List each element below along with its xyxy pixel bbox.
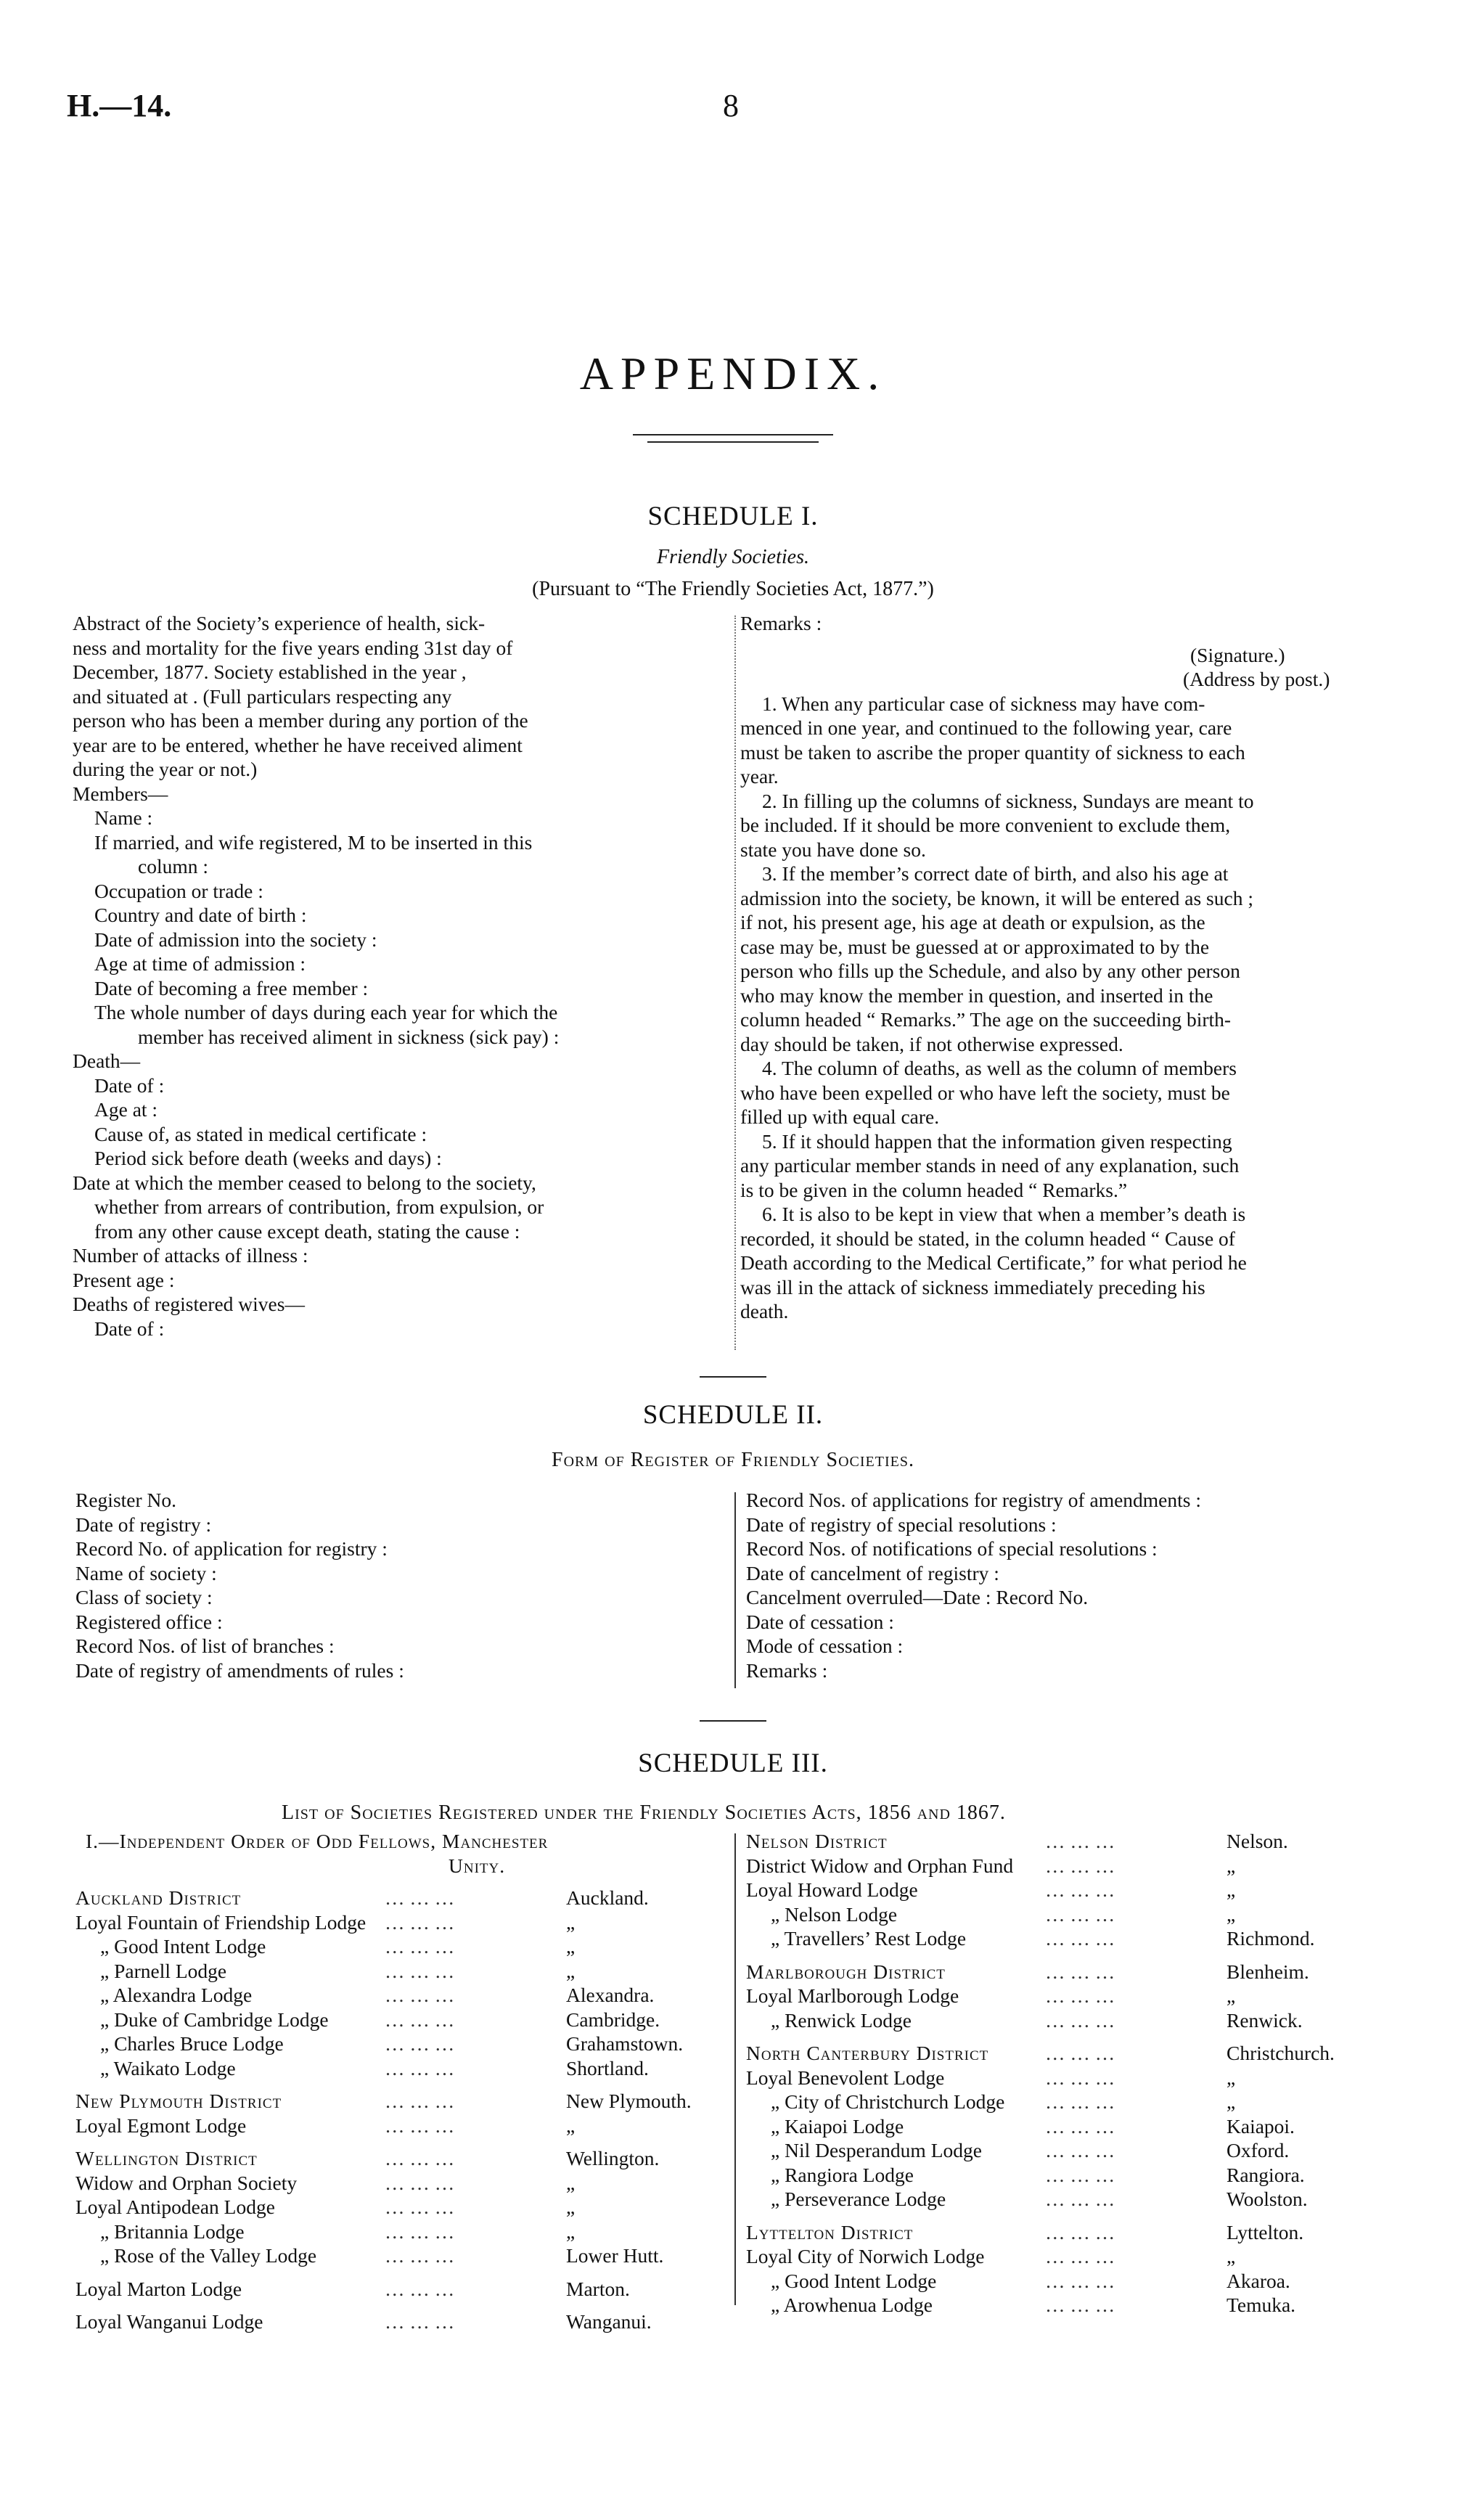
society-place: „ [1227, 1984, 1236, 2007]
leader-dots: … … … [385, 2090, 455, 2112]
list-gap [75, 2268, 714, 2277]
society-row [746, 1902, 1399, 1927]
leader-dots: … … … [1045, 1854, 1115, 1877]
society-row [746, 2269, 1399, 2294]
schedule-1-field: Present age : [73, 1268, 175, 1291]
society-row [75, 1910, 714, 1935]
schedule-2-divider [734, 1492, 736, 1688]
schedule-3-heading: SCHEDULE III. [638, 1748, 828, 1778]
society-place: Blenheim. [1227, 1960, 1309, 1983]
society-name: Widow and Orphan Society [75, 2171, 298, 2194]
leader-dots: … … … [385, 2147, 455, 2169]
society-place: Akaroa. [1227, 2269, 1290, 2292]
list-gap [75, 2080, 714, 2089]
abstract-line: during the year or not.) [73, 758, 258, 780]
abstract-line: Abstract of the Society’s experience of health, sick- [73, 612, 486, 634]
society-place: Renwick. [1227, 2008, 1303, 2032]
society-row [75, 2146, 714, 2171]
schedule-1-note-line: state you have done so. [740, 838, 926, 861]
register-field: Record Nos. of applications for registry of amendments : [746, 1489, 1201, 1511]
schedule-1-note-line: 2. In filling up the columns of sickness, Sundays are meant to [762, 789, 1254, 812]
society-name: Loyal Fountain of Friendship Lodge [75, 1910, 366, 1934]
society-place: Wanganui. [566, 2310, 652, 2333]
society-name: „ Rangiora Lodge [771, 2163, 914, 2186]
society-row [746, 2008, 1399, 2033]
leader-dots: … … … [1045, 2188, 1115, 2210]
register-field: Date of registry of amendments of rules : [75, 1658, 404, 1682]
leader-dots: … … … [385, 1910, 455, 1934]
society-place: „ [1227, 1854, 1236, 1877]
society-place: Lyttelton. [1227, 2220, 1304, 2243]
society-name: „ Kaiapoi Lodge [771, 2114, 904, 2138]
schedule-1-field: column : [138, 855, 209, 878]
appendix-title: APPENDIX. [579, 348, 887, 399]
schedule-1-end-rule [700, 1376, 766, 1378]
society-place: Rangiora. [1227, 2163, 1305, 2186]
schedule-1-note-line: Death according to the Medical Certificate,” for what period he [740, 1251, 1247, 1274]
schedule-1-field: Age at time of admission : [94, 952, 306, 975]
schedule-1-field: Date of admission into the society : [94, 928, 377, 951]
abstract-line: person who has been a member during any portion of the [73, 709, 528, 732]
society-name: Loyal City of Norwich Lodge [746, 2245, 985, 2267]
leader-dots: … … … [1045, 2090, 1115, 2113]
society-row [746, 1878, 1399, 1902]
leader-dots: … … … [385, 2277, 455, 2300]
leader-dots: … … … [385, 2196, 455, 2218]
society-name: „ Good Intent Lodge [771, 2269, 937, 2292]
register-field: Class of society : [75, 1586, 213, 1608]
schedule-1-field: whether from arrears of contribution, from expulsion, or [94, 1195, 544, 1218]
society-name: „ Charles Bruce Lodge [100, 2032, 284, 2055]
society-place: „ [1227, 2245, 1236, 2267]
schedule-1-right-column [740, 611, 1393, 1324]
society-row [746, 2041, 1399, 2066]
society-row [75, 1886, 714, 1910]
society-row [746, 2114, 1399, 2139]
list-gap [75, 2301, 714, 2310]
page-number: 8 [723, 88, 739, 123]
schedule-1-subtitle: Friendly Societies. [657, 546, 809, 568]
leader-dots: … … … [1045, 2220, 1115, 2243]
society-place: Nelson. [1227, 1830, 1288, 1852]
society-place: Temuka. [1227, 2294, 1296, 2316]
society-place: „ [566, 1959, 576, 1982]
society-name: Loyal Antipodean Lodge [75, 2196, 275, 2218]
schedule-1-note-line: filled up with equal care. [740, 1105, 940, 1128]
leader-dots: … … … [385, 2310, 455, 2333]
society-place: „ [566, 2114, 576, 2137]
leader-dots: … … … [1045, 2008, 1115, 2032]
schedule-1-note-line: 6. It is also to be kept in view that when a member’s death is [762, 1203, 1246, 1225]
register-field: Name of society : [75, 1561, 217, 1584]
leader-dots: … … … [1045, 2294, 1115, 2316]
leader-dots: … … … [1045, 1960, 1115, 1983]
society-place: Richmond. [1227, 1927, 1315, 1950]
leader-dots: … … … [385, 2032, 455, 2055]
schedule-1-note-line: 1. When any particular case of sickness may have com- [762, 692, 1205, 715]
society-place: Auckland. [566, 1886, 649, 1909]
schedule-1-note-line: year. [740, 765, 779, 788]
society-name: „ Renwick Lodge [771, 2008, 912, 2032]
society-name: Auckland District [75, 1886, 242, 1909]
society-name: „ Nelson Lodge [771, 1902, 898, 1926]
society-place: Kaiapoi. [1227, 2114, 1295, 2138]
register-field: Remarks : [746, 1658, 828, 1682]
society-place: Oxford. [1227, 2139, 1290, 2161]
schedule-1-note-line: person who fills up the Schedule, and also by any other person [740, 960, 1240, 982]
schedule-1-note-line: any particular member stands in need of any explanation, such [740, 1154, 1240, 1177]
society-name: Loyal Marlborough Lodge [746, 1984, 959, 2007]
society-row [75, 2220, 714, 2244]
society-row [746, 2220, 1399, 2245]
schedule-1-note-line: column headed “ Remarks.” The age on the succeeding birth- [740, 1008, 1232, 1031]
society-place: Wellington. [566, 2147, 660, 2169]
document-code: H.—14. [67, 88, 172, 123]
schedule-1-note-line: must be taken to ascribe the proper quantity of sickness to each [740, 740, 1245, 764]
list-gap [746, 2212, 1399, 2220]
abstract-line: year are to be entered, whether he have received aliment [73, 733, 523, 756]
schedule-1-note-line: if not, his present age, his age at death or expulsion, as the [740, 911, 1205, 933]
schedule-1-field: Number of attacks of illness : [73, 1244, 308, 1267]
society-row [746, 2138, 1399, 2163]
society-row [75, 2195, 714, 2220]
register-field: Cancelment overruled—Date : Record No. [746, 1586, 1089, 1608]
list-gap [75, 2138, 714, 2146]
society-name: North Canterbury District [746, 2042, 989, 2064]
society-place: „ [1227, 1902, 1236, 1926]
order-heading: I.—Independent Order of Odd Fellows, Manchester [86, 1830, 549, 1852]
signature-label: (Signature.) [1190, 643, 1285, 666]
society-place: „ [566, 2220, 576, 2243]
society-row [75, 1959, 714, 1984]
leader-dots: … … … [385, 2056, 455, 2079]
leader-dots: … … … [1045, 1984, 1115, 2007]
schedule-3-left-list [75, 1886, 714, 2334]
schedule-1-field: Date of becoming a free member : [94, 976, 369, 999]
abstract-line: December, 1877. Society established in the year , [73, 660, 467, 683]
society-row [75, 2056, 714, 2081]
society-name: Loyal Howard Lodge [746, 1878, 918, 1901]
schedule-1-note-line: admission into the society, be known, it will be entered as such ; [740, 886, 1253, 909]
society-name: Loyal Egmont Lodge [75, 2114, 247, 2137]
schedule-1-field: Period sick before death (weeks and days) : [94, 1147, 442, 1169]
schedule-1-left-column [73, 611, 726, 1341]
leader-dots: … … … [1045, 2245, 1115, 2267]
society-place: „ [566, 2196, 576, 2218]
society-place: „ [566, 1935, 576, 1958]
title-rule-2 [647, 441, 819, 443]
schedule-1-note-line: recorded, it should be stated, in the column headed “ Cause of [740, 1227, 1235, 1250]
society-name: „ City of Christchurch Lodge [771, 2090, 1005, 2113]
order-heading-unity: Unity. [449, 1854, 506, 1877]
society-row [75, 2171, 714, 2196]
society-name: New Plymouth District [75, 2090, 282, 2112]
society-place: „ [1227, 1878, 1236, 1901]
abstract-line: and situated at . (Full particulars respecting any [73, 684, 452, 708]
leader-dots: … … … [1045, 2042, 1115, 2064]
leader-dots: … … … [1045, 1878, 1115, 1901]
society-row [746, 2244, 1399, 2269]
leader-dots: … … … [1045, 1830, 1115, 1852]
schedule-1-note-line: who may know the member in question, and inserted in the [740, 983, 1213, 1007]
abstract-line: ness and mortality for the five years ending 31st day of [73, 636, 513, 659]
register-field: Record No. of application for registry : [75, 1537, 388, 1560]
remarks-label: Remarks : [740, 612, 822, 634]
schedule-1-field: Country and date of birth : [94, 904, 307, 926]
schedule-1-field: Age at : [94, 1098, 158, 1121]
leader-dots: … … … [385, 2114, 455, 2137]
leader-dots: … … … [1045, 2163, 1115, 2186]
society-row [746, 1854, 1399, 1878]
society-name: District Widow and Orphan Fund [746, 1854, 1014, 1877]
schedule-1-field: from any other cause except death, stating the cause : [94, 1219, 520, 1243]
society-name: „ Travellers’ Rest Lodge [771, 1927, 967, 1950]
schedule-1-note-line: 5. If it should happen that the information given respecting [762, 1129, 1232, 1153]
schedule-3-subtitle: List of Societies Registered under the Friendly Societies Acts, 1856 and 1867. [282, 1801, 1006, 1824]
society-place: Marton. [566, 2277, 630, 2300]
leader-dots: … … … [1045, 2114, 1115, 2138]
leader-dots: … … … [1045, 2066, 1115, 2089]
schedule-1-field: Cause of, as stated in medical certificate : [94, 1122, 427, 1145]
register-field: Date of cancelment of registry : [746, 1561, 999, 1584]
list-gap [746, 1951, 1399, 1960]
register-field: Record Nos. of notifications of special resolutions : [746, 1537, 1158, 1560]
society-row [75, 2243, 714, 2268]
leader-dots: … … … [385, 2244, 455, 2267]
schedule-3-divider [734, 1833, 736, 2305]
schedule-1-field: If married, and wife registered, M to be inserted in this [94, 830, 533, 854]
society-name: „ Nil Desperandum Lodge [771, 2139, 982, 2161]
schedule-2-subtitle: Form of Register of Friendly Societies. [552, 1449, 914, 1471]
schedule-1-field: Date of : [94, 1317, 165, 1340]
schedule-2-heading: SCHEDULE II. [642, 1400, 824, 1430]
schedule-1-note-line: case may be, must be guessed at or approximated to by the [740, 935, 1210, 958]
schedule-1-heading: SCHEDULE I. [647, 502, 819, 531]
society-row [75, 2032, 714, 2056]
schedule-3-right-list [746, 1829, 1399, 2318]
leader-dots: … … … [1045, 1902, 1115, 1926]
schedule-1-note-line: be included. If it should be more convenient to exclude them, [740, 814, 1231, 836]
schedule-1-note-line: 3. If the member’s correct date of birth, and also his age at [762, 862, 1229, 885]
society-row [746, 1960, 1399, 1984]
society-name: Wellington District [75, 2147, 258, 2169]
register-field: Date of cessation : [746, 1610, 894, 1633]
schedule-1-note-line: was ill in the attack of sickness immediately preceding his [740, 1275, 1205, 1298]
society-row [746, 2187, 1399, 2212]
society-place: „ [566, 1910, 576, 1934]
society-name: „ Britannia Lodge [100, 2220, 245, 2243]
schedule-1-field: member has received aliment in sickness (sick pay) : [138, 1025, 560, 1048]
register-field: Register No. [75, 1489, 177, 1511]
schedule-1-field: Deaths of registered wives— [73, 1293, 305, 1315]
society-row [75, 2008, 714, 2032]
society-name: Nelson District [746, 1830, 888, 1852]
schedule-1-note-line: is to be given in the column headed “ Remarks.” [740, 1178, 1128, 1201]
schedule-1-field: The whole number of days during each year for which the [94, 1001, 558, 1023]
leader-dots: … … … [385, 1959, 455, 1982]
schedule-1-field: Name : [94, 806, 153, 829]
society-row [746, 2163, 1399, 2188]
society-row [746, 1829, 1399, 1854]
society-row [75, 2277, 714, 2302]
society-name: Loyal Marton Lodge [75, 2277, 242, 2300]
schedule-1-field: Occupation or trade : [94, 879, 263, 902]
schedule-1-field: Date of : [94, 1073, 165, 1097]
society-place: „ [566, 2171, 576, 2194]
society-row [746, 2293, 1399, 2318]
leader-dots: … … … [385, 1984, 455, 2006]
society-name: „ Parnell Lodge [100, 1959, 227, 1982]
society-name: Loyal Wanganui Lodge [75, 2310, 263, 2333]
society-name: „ Rose of the Valley Lodge [100, 2244, 317, 2267]
register-field: Date of registry : [75, 1513, 212, 1536]
society-place: Lower Hutt. [566, 2244, 664, 2267]
society-place: Woolston. [1227, 2188, 1308, 2210]
society-name: „ Good Intent Lodge [100, 1935, 266, 1958]
register-field: Date of registry of special resolutions : [746, 1513, 1057, 1536]
society-place: „ [1227, 2066, 1236, 2089]
society-row [75, 1983, 714, 2008]
society-name: „ Duke of Cambridge Lodge [100, 2008, 329, 2031]
register-field: Record Nos. of list of branches : [75, 1635, 335, 1657]
leader-dots: … … … [385, 1886, 455, 1909]
society-place: „ [1227, 2090, 1236, 2113]
society-place: Christchurch. [1227, 2042, 1335, 2064]
leader-dots: … … … [385, 2220, 455, 2243]
schedule-2-right-column [746, 1488, 1399, 1682]
society-name: Marlborough District [746, 1960, 946, 1983]
society-row [746, 1926, 1399, 1951]
society-row [746, 2090, 1399, 2114]
society-place: Shortland. [566, 2056, 649, 2079]
society-name: „ Perseverance Lodge [771, 2188, 946, 2210]
schedule-1-note-line: death. [740, 1300, 789, 1322]
address-label: (Address by post.) [1183, 668, 1330, 690]
society-place: New Plymouth. [566, 2090, 692, 2112]
leader-dots: … … … [385, 2171, 455, 2194]
society-name: „ Arowhenua Lodge [771, 2294, 933, 2316]
leader-dots: … … … [1045, 1927, 1115, 1950]
list-gap [746, 2032, 1399, 2041]
society-name: Lyttelton District [746, 2220, 914, 2243]
schedule-1-note-line: who have been expelled or who have left the society, must be [740, 1081, 1230, 1104]
leader-dots: … … … [1045, 2269, 1115, 2292]
schedule-1-note-line: 4. The column of deaths, as well as the column of members [762, 1057, 1237, 1079]
society-name: Loyal Benevolent Lodge [746, 2066, 945, 2089]
society-place: Cambridge. [566, 2008, 660, 2031]
society-place: Alexandra. [566, 1984, 655, 2006]
register-field: Registered office : [75, 1610, 223, 1633]
society-row [746, 1984, 1399, 2008]
society-row [746, 2066, 1399, 2090]
column-divider [734, 615, 736, 1350]
schedule-1-pursuant: (Pursuant to “The Friendly Societies Act, 1877.”) [532, 578, 934, 600]
schedule-1-field: Death— [73, 1050, 141, 1072]
register-field: Mode of cessation : [746, 1635, 904, 1657]
title-rule [633, 434, 833, 435]
schedule-3-left-heading [86, 1829, 717, 1878]
schedule-1-field: Date at which the member ceased to belong to the society, [73, 1171, 536, 1194]
society-row [75, 2089, 714, 2114]
schedule-2-end-rule [700, 1720, 766, 1722]
society-name: „ Waikato Lodge [100, 2056, 236, 2079]
schedule-2-left-column [75, 1488, 729, 1682]
society-row [75, 2114, 714, 2138]
society-place: Grahamstown. [566, 2032, 684, 2055]
schedule-1-note-line: day should be taken, if not otherwise expressed. [740, 1032, 1123, 1055]
leader-dots: … … … [385, 2008, 455, 2031]
leader-dots: … … … [385, 1935, 455, 1958]
society-row [75, 1934, 714, 1959]
leader-dots: … … … [1045, 2139, 1115, 2161]
society-name: „ Alexandra Lodge [100, 1984, 253, 2006]
society-row [75, 2310, 714, 2334]
schedule-1-note-line: menced in one year, and continued to the following year, care [740, 716, 1232, 739]
schedule-1-field: Members— [73, 782, 168, 805]
